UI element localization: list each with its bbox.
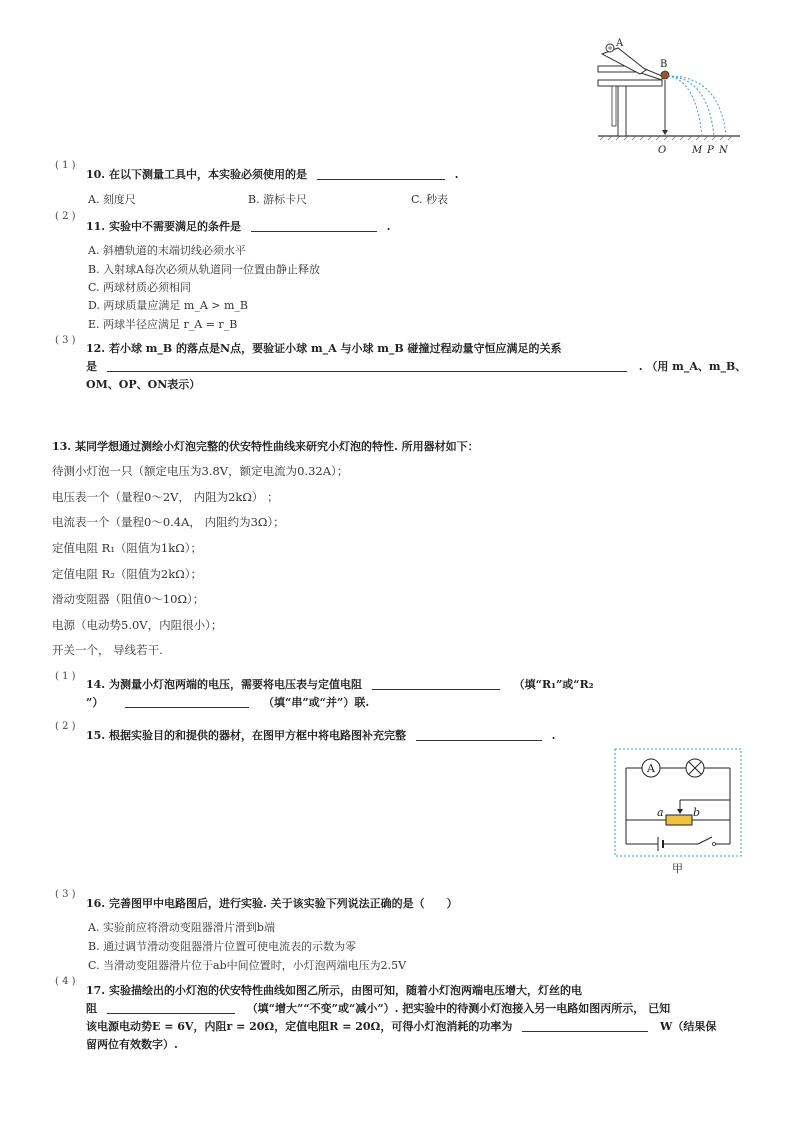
q13-item-r1: 定值电阻 R₁（阻值为1kΩ）；	[52, 541, 202, 555]
switch-symbol	[698, 837, 712, 844]
rheostat-end-a: a	[657, 806, 664, 819]
rheostat-end-b: b	[693, 806, 701, 819]
q16-number: ( 3 )	[55, 889, 76, 900]
q11-option-b[interactable]: B. 入射球A每次必须从轨道同一位置由静止释放	[88, 263, 321, 276]
q11-option-a[interactable]: A. 斜槽轨道的末端切线必须水平	[88, 244, 246, 257]
q15-end: .	[551, 729, 556, 742]
q17-line2-end: （填“增大”“不变”或“减小”）. 把实验中的待测小灯泡接入另一电路如图丙所示， 已知	[246, 1002, 671, 1015]
q12-line2	[86, 358, 746, 374]
q10-option-c[interactable]: C. 秒表	[411, 193, 449, 206]
q14-resistor-blank[interactable]	[372, 677, 500, 690]
q13-item-ammeter: 电流表一个（量程0～0.4A， 内阻约为3Ω）；	[52, 515, 285, 529]
label-o: O	[658, 145, 667, 156]
q17-number: ( 4 )	[55, 976, 76, 987]
q17-line2	[86, 1000, 670, 1016]
label-b: B	[660, 59, 668, 70]
q15-answer-blank[interactable]	[416, 728, 542, 741]
q10-option-b[interactable]: B. 游标卡尺	[248, 193, 308, 206]
label-m: M	[692, 145, 703, 156]
q10-end: .	[454, 168, 459, 181]
q11-text: 11. 实验中不需要满足的条件是	[86, 220, 241, 233]
q17-line4: 留两位有效数字）.	[86, 1038, 178, 1051]
label-n: N	[719, 145, 728, 156]
q15-text: 15. 根据实验目的和提供的器材，在图甲方框中将电路图补充完整	[86, 729, 406, 742]
q13-item-source: 电源（电动势5.0V，内阻很小）；	[52, 618, 223, 632]
q14-connection-blank[interactable]	[125, 695, 249, 708]
q10-stem	[86, 166, 459, 182]
q13-item-voltmeter: 电压表一个（量程0～2V， 内阻为2kΩ） ；	[52, 490, 279, 504]
q11-option-d[interactable]: D. 两球质量应满足 m_A > m_B	[88, 299, 249, 312]
q12-answer-blank[interactable]	[107, 359, 627, 372]
q10-answer-blank[interactable]	[317, 167, 445, 180]
q15-stem	[86, 727, 556, 743]
q14-line1-start: 14. 为测量小灯泡两端的电压，需要将电压表与定值电阻	[86, 678, 362, 691]
circuit-caption: 甲	[672, 862, 683, 875]
circuit-diagram	[614, 748, 744, 876]
ammeter-label: A	[647, 762, 655, 775]
q10-option-a[interactable]: A. 刻度尺	[88, 193, 136, 206]
q17-line3-end: W（结果保	[660, 1020, 717, 1033]
collision-apparatus-figure	[592, 36, 742, 158]
q17-line1: 17. 实验描绘出的小灯泡的伏安特性曲线如图乙所示，由图可知，随着小灯泡两端电压增大，灯丝的电	[86, 984, 582, 997]
q11-answer-blank[interactable]	[251, 219, 377, 232]
q13-intro: 13. 某同学想通过测绘小灯泡完整的伏安特性曲线来研究小灯泡的特性. 所用器材如下：	[52, 440, 479, 453]
q14-line1-end: （填“R₁”或“R₂	[513, 678, 594, 691]
q13-item-r2: 定值电阻 R₂（阻值为2kΩ）；	[52, 567, 202, 581]
q14-number: ( 1 )	[55, 671, 76, 682]
q16-stem: 16. 完善图甲中电路图后，进行实验. 关于该实验下列说法正确的是（ ）	[86, 897, 458, 910]
q12-line3: OM、OP、ON表示）	[86, 378, 201, 391]
label-p: P	[707, 145, 714, 156]
q14-line2-start: ”）	[86, 696, 104, 709]
q16-option-b[interactable]: B. 通过调节滑动变阻器滑片位置可使电流表的示数为零	[88, 940, 357, 953]
q11-number: ( 2 )	[55, 211, 76, 222]
q11-option-e[interactable]: E. 两球半径应满足 r_A = r_B	[88, 318, 238, 331]
q12-line2-start: 是	[86, 360, 97, 373]
q14-line2-end: （填“串”或“并”）联.	[263, 696, 370, 709]
q12-line1: 12. 若小球 m_B 的落点是N点，要验证小球 m_A 与小球 m_B 碰撞过程动量守恒应满足的关系	[86, 342, 562, 355]
q17-resistance-blank[interactable]	[107, 1001, 235, 1014]
q14-line2	[86, 694, 369, 710]
q10-text: 10. 在以下测量工具中，本实验必须使用的是	[86, 168, 307, 181]
q17-line3-start: 该电源电动势E = 6V，内阻r = 20Ω，定值电阻R = 20Ω，可得小灯泡消耗的功率为	[86, 1020, 513, 1033]
q17-line2-start: 阻	[86, 1002, 97, 1015]
q17-line3	[86, 1018, 716, 1034]
q13-item-lamp: 待测小灯泡一只（额定电压为3.8V，额定电流为0.32A）；	[52, 464, 349, 478]
q16-option-c[interactable]: C. 当滑动变阻器滑片位于ab中间位置时，小灯泡两端电压为2.5V	[88, 959, 407, 972]
q13-item-rheostat: 滑动变阻器（阻值0～10Ω）；	[52, 592, 205, 606]
q16-option-a[interactable]: A. 实验前应将滑动变阻器滑片滑到b端	[88, 921, 275, 934]
q12-line2-end: . （用 m_A、m_B、	[638, 360, 747, 373]
q13-item-switch: 开关一个， 导线若干.	[52, 643, 163, 657]
q10-number: ( 1 )	[55, 160, 76, 171]
q14-line1	[86, 676, 594, 692]
label-a: A	[616, 38, 624, 49]
q15-number: ( 2 )	[55, 721, 76, 732]
q17-power-blank[interactable]	[522, 1019, 648, 1032]
q11-option-c[interactable]: C. 两球材质必须相同	[88, 281, 192, 294]
rheostat-symbol	[666, 815, 692, 825]
q11-end: .	[386, 220, 391, 233]
q12-number: ( 3 )	[55, 335, 76, 346]
q11-stem	[86, 218, 391, 234]
